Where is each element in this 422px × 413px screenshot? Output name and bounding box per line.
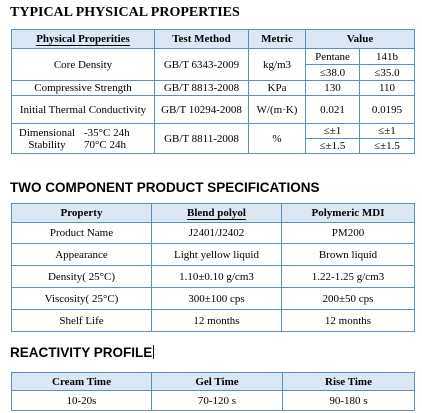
- condition-hot: 70°C 24h: [84, 138, 126, 151]
- row-dimensional-v1-b: ≤±1.5: [306, 139, 360, 154]
- spec-row-3-property: Viscosity( 25°C): [12, 288, 152, 310]
- row-dimensional-v2-a: ≤±1: [360, 124, 415, 139]
- row-thermal-v1: 0.021: [306, 96, 360, 124]
- row-compressive-property: Compressive Strength: [12, 81, 155, 96]
- row-thermal-method: GB/T 10294-2008: [155, 96, 249, 124]
- subheader-141b: 141b: [360, 49, 415, 65]
- spec-row-3-mdi: 200±50 cps: [282, 288, 415, 310]
- row-core-density-metric: kg/m3: [249, 49, 306, 81]
- row-core-density-v2: ≤35.0: [360, 65, 415, 81]
- dimensional-stability-label: Dimensional Stability: [18, 126, 76, 151]
- row-dimensional-v1-a: ≤±1: [306, 124, 360, 139]
- spec-row-4-mdi: 12 months: [282, 310, 415, 332]
- text-cursor: [153, 345, 154, 359]
- row-compressive-metric: KPa: [249, 81, 306, 96]
- spec-row-2-polyol: 1.10±0.10 g/cm3: [152, 266, 282, 288]
- row-thermal-metric: W/(m·K): [249, 96, 306, 124]
- spec-row-0-mdi: PM200: [282, 223, 415, 244]
- row-core-density-property: Core Density: [12, 49, 155, 81]
- product-specifications-table: [11, 203, 415, 332]
- condition-cold: -35°C 24h: [84, 126, 130, 139]
- spec-row-4-polyol: 12 months: [152, 310, 282, 332]
- row-core-density-v1: ≤38.0: [306, 65, 360, 81]
- physical-properties-table: [11, 29, 415, 154]
- header-gel-time: Gel Time: [152, 373, 283, 391]
- header-metric: Metric: [249, 30, 306, 49]
- spec-row-2-mdi: 1.22-1.25 g/cm3: [282, 266, 415, 288]
- row-dimensional-metric: %: [249, 124, 306, 154]
- spec-row-0-property: Product Name: [12, 223, 152, 244]
- row-core-density-method: GB/T 6343-2009: [155, 49, 249, 81]
- section-title-product-specifications: TWO COMPONENT PRODUCT SPECIFICATIONS: [10, 180, 320, 195]
- spec-row-2-property: Density( 25°C): [12, 266, 152, 288]
- value-rise-time: 90-180 s: [283, 391, 415, 411]
- spec-row-1-mdi: Brown liquid: [282, 244, 415, 266]
- row-thermal-property: Initial Thermal Conductivity: [12, 96, 155, 124]
- subheader-pentane: Pentane: [306, 49, 360, 65]
- header-property: Property: [12, 204, 152, 223]
- value-cream-time: 10-20s: [12, 391, 152, 411]
- header-cream-time: Cream Time: [12, 373, 152, 391]
- spec-row-0-polyol: J2401/J2402: [152, 223, 282, 244]
- header-value: Value: [306, 30, 415, 49]
- reactivity-profile-table: [11, 372, 415, 411]
- row-compressive-v1: 130: [306, 81, 360, 96]
- spec-row-1-polyol: Light yellow liquid: [152, 244, 282, 266]
- row-compressive-method: GB/T 8813-2008: [155, 81, 249, 96]
- row-dimensional-property: [12, 124, 155, 154]
- row-compressive-v2: 110: [360, 81, 415, 96]
- value-gel-time: 70-120 s: [152, 391, 283, 411]
- header-physical-properties: Physical Properities: [12, 30, 155, 49]
- spec-row-3-polyol: 300±100 cps: [152, 288, 282, 310]
- header-polymeric-mdi: Polymeric MDI: [282, 204, 415, 223]
- row-dimensional-v2-b: ≤±1.5: [360, 139, 415, 154]
- section-title-reactivity-profile: REACTIVITY PROFILE: [10, 345, 153, 360]
- section-title-physical-properties: TYPICAL PHYSICAL PROPERTIES: [10, 5, 240, 20]
- spec-row-1-property: Appearance: [12, 244, 152, 266]
- header-test-method: Test Method: [155, 30, 249, 49]
- header-blend-polyol: Blend polyol: [152, 204, 282, 223]
- spec-row-4-property: Shelf Life: [12, 310, 152, 332]
- header-rise-time: Rise Time: [283, 373, 415, 391]
- row-dimensional-method: GB/T 8811-2008: [155, 124, 249, 154]
- row-thermal-v2: 0.0195: [360, 96, 415, 124]
